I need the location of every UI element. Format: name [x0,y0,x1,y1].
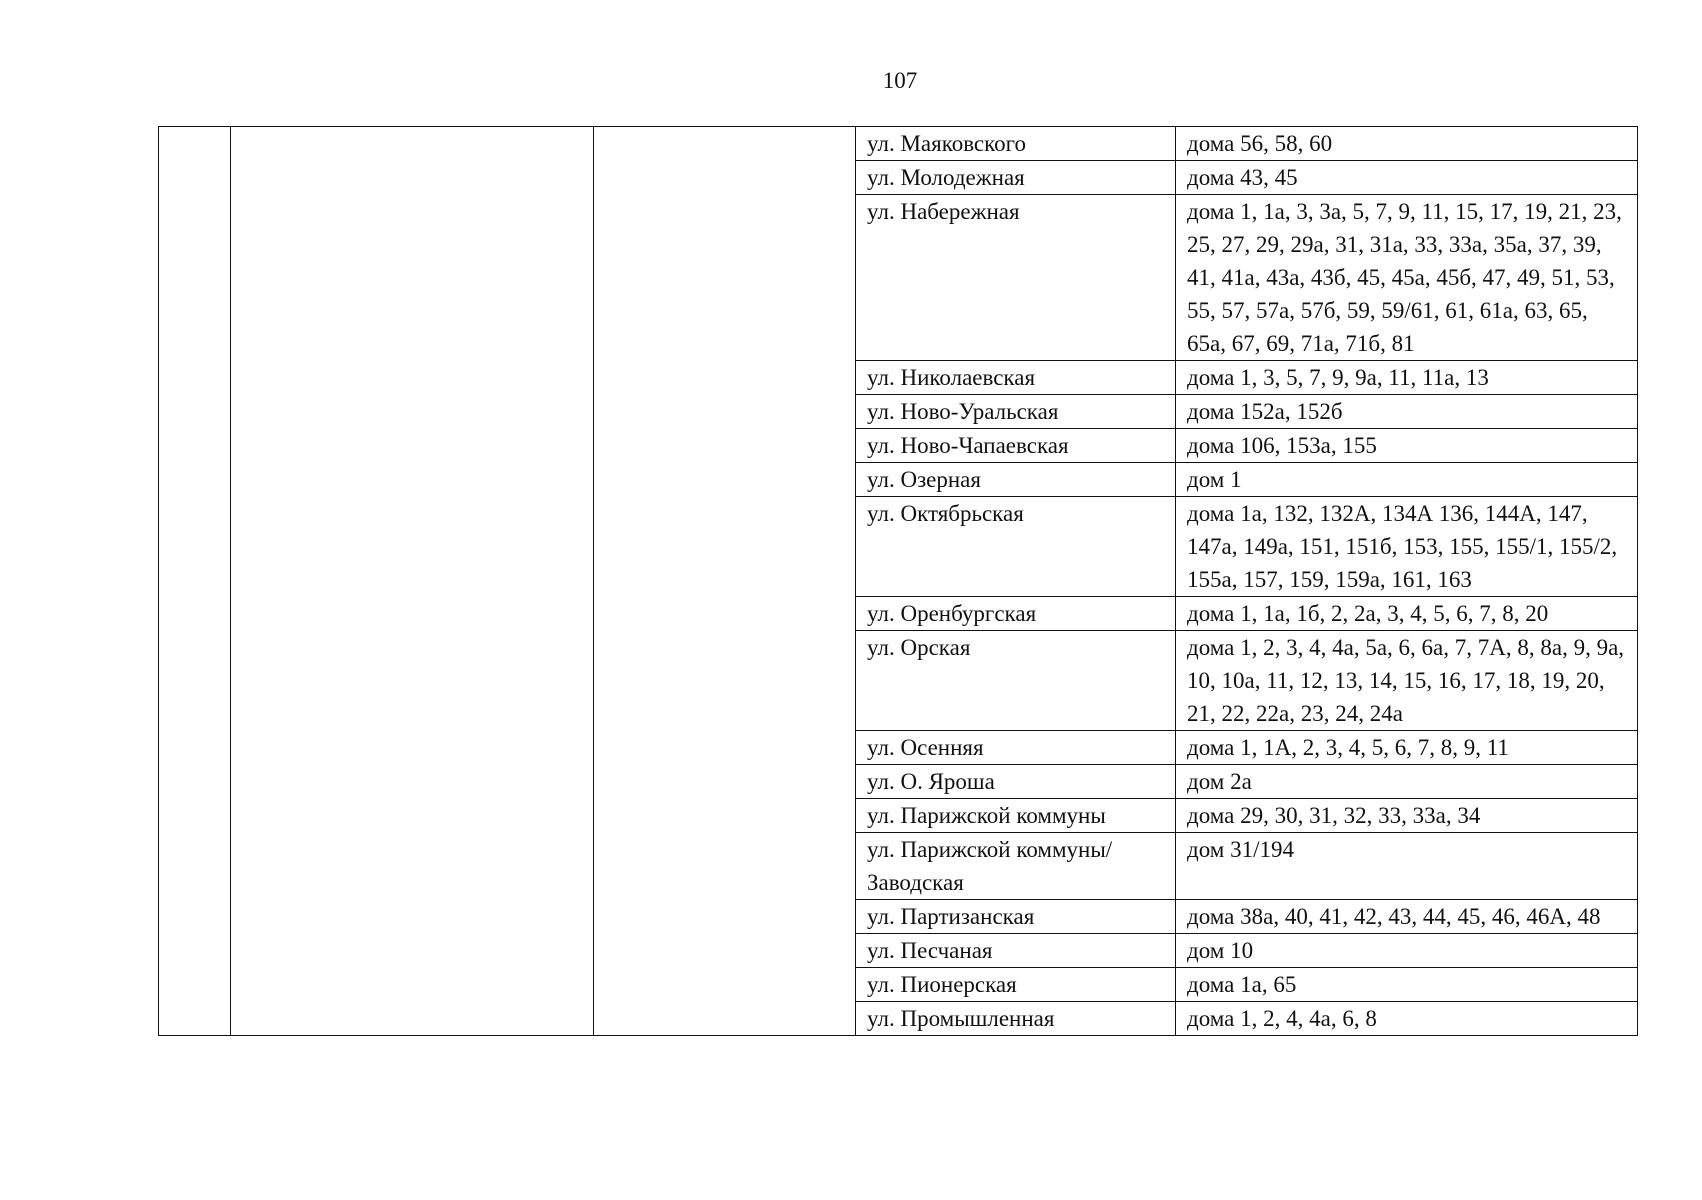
houses-cell: дома 152а, 152б [1176,395,1638,429]
street-cell: ул. Октябрьская [856,497,1176,597]
street-cell: ул. Парижской коммуны/ Заводская [856,833,1176,900]
street-cell: ул. Песчаная [856,934,1176,968]
street-cell: ул. Ново-Уральская [856,395,1176,429]
street-cell: ул. Молодежная [856,161,1176,195]
houses-cell: дом 31/194 [1176,833,1638,900]
houses-cell: дома 1, 2, 4, 4а, 6, 8 [1176,1002,1638,1036]
area-cell [594,127,856,1036]
houses-cell: дома 1, 1А, 2, 3, 4, 5, 6, 7, 8, 9, 11 [1176,731,1638,765]
street-cell: ул. Промышленная [856,1002,1176,1036]
street-cell: ул. Парижской коммуны [856,799,1176,833]
street-cell: ул. Пионерская [856,968,1176,1002]
table-body [159,127,1638,1036]
houses-cell: дома 106, 153а, 155 [1176,429,1638,463]
page-number: 107 [882,68,918,93]
houses-cell: дома 29, 30, 31, 32, 33, 33а, 34 [1176,799,1638,833]
street-cell: ул. Маяковского [856,127,1176,161]
houses-cell: дом 2а [1176,765,1638,799]
houses-cell: дома 1, 2, 3, 4, 4а, 5а, 6, 6а, 7, 7А, 8, 8а, 9, 9а, 10, 10а, 11, 12, 13, 14, 15, 16, 17, 18, 19, 20, 21, 22, 22а, 23, 24, 24а [1176,631,1638,731]
houses-cell: дома 1а, 65 [1176,968,1638,1002]
address-table [158,126,1638,1036]
table-row [159,127,1638,161]
street-cell: ул. О. Яроша [856,765,1176,799]
houses-cell: дома 1а, 132, 132А, 134А 136, 144А, 147, 147а, 149а, 151, 151б, 153, 155, 155/1, 155/2, 155а, 157, 159, 159а, 161, 163 [1176,497,1638,597]
district-cell [231,127,594,1036]
houses-cell: дома 38а, 40, 41, 42, 43, 44, 45, 46, 46А, 48 [1176,900,1638,934]
street-cell: ул. Орская [856,631,1176,731]
street-cell: ул. Оренбургская [856,597,1176,631]
street-cell: ул. Осенняя [856,731,1176,765]
houses-cell: дома 56, 58, 60 [1176,127,1638,161]
street-cell: ул. Озерная [856,463,1176,497]
street-cell: ул. Набережная [856,195,1176,361]
houses-cell: дом 10 [1176,934,1638,968]
houses-cell: дома 43, 45 [1176,161,1638,195]
houses-cell: дома 1, 3, 5, 7, 9, 9а, 11, 11а, 13 [1176,361,1638,395]
houses-cell: дома 1, 1а, 3, 3а, 5, 7, 9, 11, 15, 17, 19, 21, 23, 25, 27, 29, 29а, 31, 31а, 33, 33а, 35а, 37, 39, 41, 41а, 43а, 43б, 45, 45а, 45б, 47, 49, 51, 53, 55, 57, 57а, 57б, 59, 59/61, 61, 61а, 63, 65, 65а, 67, 69, 71а, 71б, 81 [1176,195,1638,361]
street-cell: ул. Николаевская [856,361,1176,395]
street-cell: ул. Ново-Чапаевская [856,429,1176,463]
houses-cell: дома 1, 1а, 1б, 2, 2а, 3, 4, 5, 6, 7, 8, 20 [1176,597,1638,631]
houses-cell: дом 1 [1176,463,1638,497]
street-cell: ул. Партизанская [856,900,1176,934]
number-cell [159,127,231,1036]
